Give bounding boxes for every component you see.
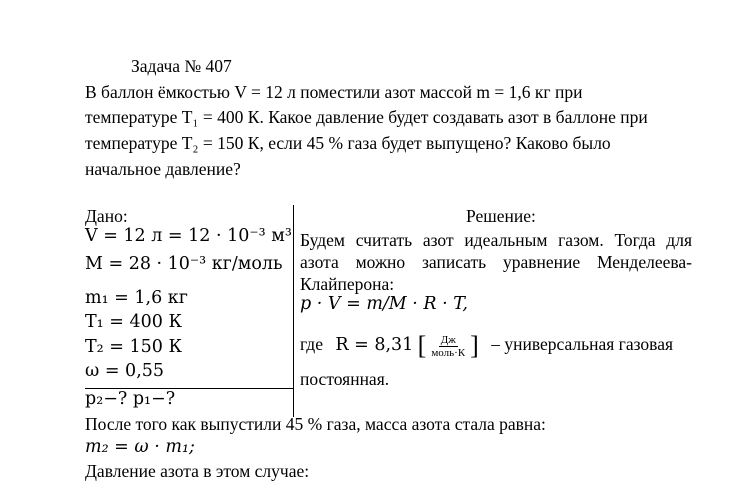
solution-intro: Будем считать азот идеальным газом. Тогда для азота можно записать уравнение Менделеева-Клайперона:	[300, 230, 692, 294]
gas-constant-unit: $\frac{Дж}{\text{моль·К}}$	[431, 333, 466, 359]
gas-constant-tail: постоянная.	[300, 369, 390, 389]
problem-line-3: температуре T₂ = 150 К, если 45 % газа будет выпущено? Каково было	[85, 133, 611, 153]
problem-line-4: начальное давление?	[85, 159, 241, 179]
given-molar-mass: M = 28 · 10⁻³ кг/моль	[85, 254, 283, 274]
body-line-3: Давление азота в этом случае:	[85, 461, 310, 481]
where-suffix: – универсальная газовая	[491, 334, 674, 355]
given-temperature-1: T₁ = 400 К	[85, 312, 182, 332]
gas-constant-value: R = 8,31	[335, 335, 414, 356]
find-values: p₂−? p₁−?	[85, 389, 176, 409]
where-prefix: где	[300, 334, 323, 355]
problem-line-2: температуре T₁ = 400 К. Какое давление будет создавать азот в баллоне при	[85, 107, 648, 127]
problem-title: Задача № 407	[131, 56, 232, 76]
given-mass: m₁ = 1,6 кг	[85, 288, 188, 308]
given-temperature-2: T₂ = 150 К	[85, 337, 182, 357]
given-volume: V = 12 л = 12 · 10⁻³ м³	[85, 226, 292, 246]
problem-line-1: В баллон ёмкостью V = 12 л поместили азот массой m = 1,6 кг при	[85, 82, 583, 102]
given-solution-divider	[293, 205, 294, 417]
mendeleev-clapeyron-formula: p · V = m/M · R · T,	[300, 294, 468, 314]
body-line-1: После того как выпустили 45 % газа, масса азота стала равна:	[85, 414, 546, 434]
solution-heading: Решение:	[466, 206, 536, 226]
given-heading: Дано:	[85, 206, 128, 226]
body-formula-m2: m₂ = ω · m₁;	[85, 437, 195, 457]
given-omega: ω = 0,55	[85, 361, 165, 381]
gas-constant-line: где R = 8,31 [ $\frac{Дж}{\text{моль·К}}$ ] – универсальная газовая	[300, 331, 674, 360]
